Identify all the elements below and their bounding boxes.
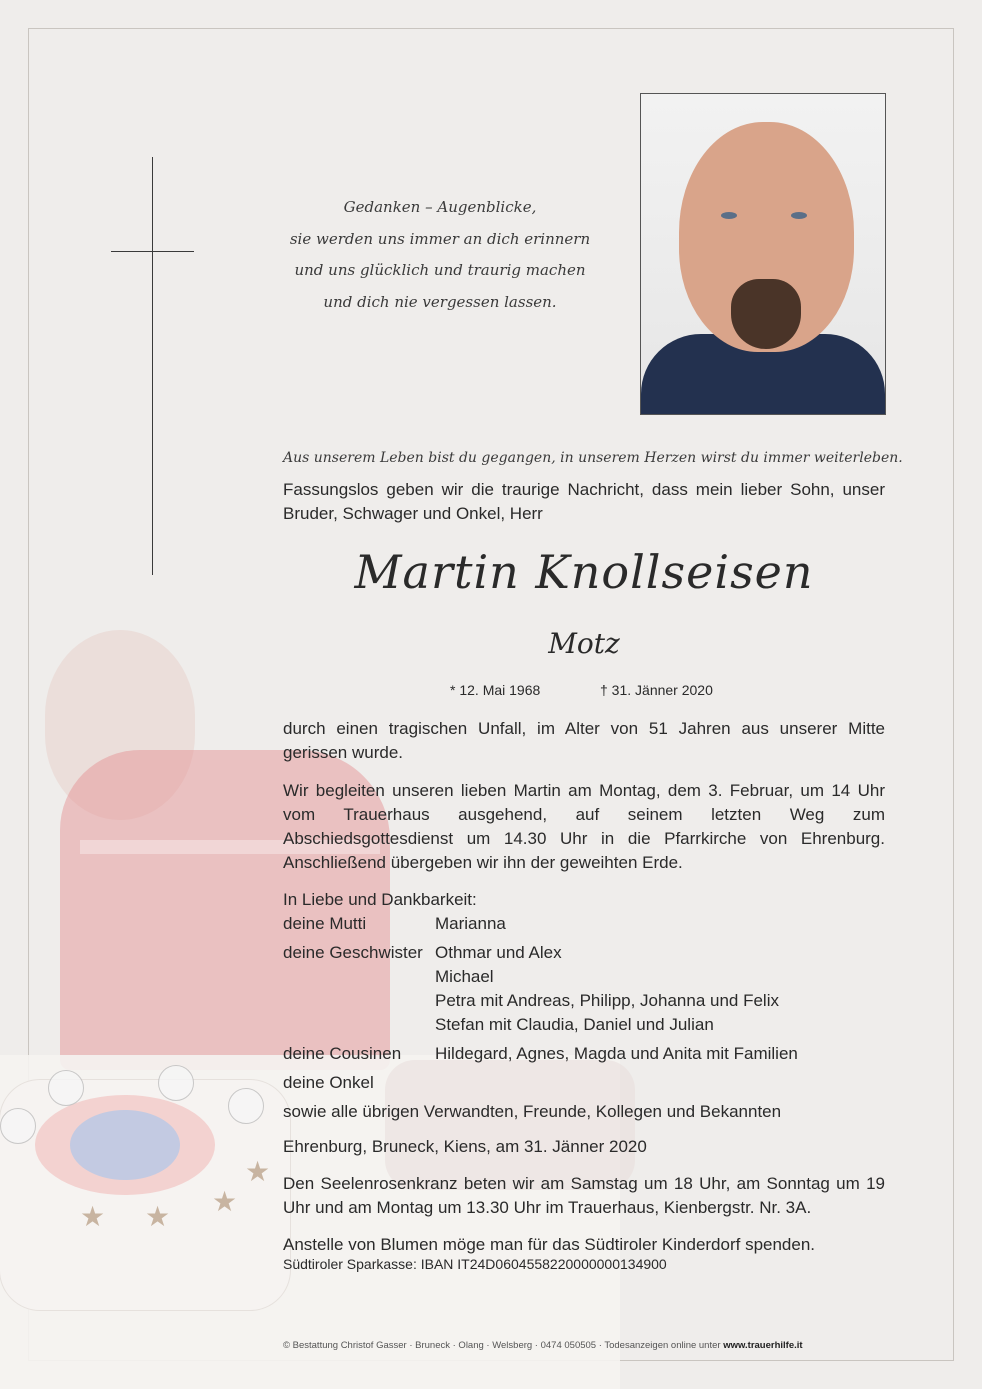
- family-relation: deine Cousinen: [283, 1044, 402, 1063]
- poem-line: und dich nie vergessen lassen.: [323, 292, 557, 311]
- portrait-eye: [791, 212, 807, 219]
- family-relation: deine Onkel: [283, 1073, 374, 1092]
- background-club-logo-center: [70, 1110, 180, 1180]
- star-icon: ★: [80, 1200, 106, 1233]
- soccer-ball-icon: [228, 1088, 264, 1124]
- poem-line: Gedanken – Augenblicke,: [343, 198, 537, 216]
- poem-line: und uns glücklich und traurig machen: [294, 261, 586, 279]
- soccer-ball-icon: [48, 1070, 84, 1106]
- family-row-uncles: [283, 1071, 885, 1095]
- family-heading: In Liebe und Dankbarkeit:: [283, 890, 477, 909]
- soccer-ball-icon: [158, 1065, 194, 1101]
- family-relation: deine Geschwister: [283, 943, 423, 962]
- birth-date: * 12. Mai 1968: [450, 682, 541, 698]
- others-text: sowie alle übrigen Verwandten, Freunde, Kollegen und Bekannten: [283, 1102, 782, 1121]
- rosary-paragraph: Den Seelenrosenkranz beten wir am Samstag um 18 Uhr, am Sonntag um 19 Uhr und am Montag um 13.30 Uhr im Trauerhaus, Kienbergstr. Nr. 3A.: [283, 1174, 885, 1217]
- intro-text: Fassungslos geben wir die traurige Nachricht, dass mein lieber Sohn, unser Bruder, Schwager und Onkel, Herr: [283, 480, 885, 523]
- family-names: Stefan mit Claudia, Daniel und Julian: [435, 1015, 714, 1034]
- family-list: [283, 912, 885, 1095]
- bank-details: Südtiroler Sparkasse: IBAN IT24D0604558220000000134900: [283, 1256, 667, 1272]
- portrait-beard: [731, 279, 801, 349]
- family-names: Othmar und Alex: [435, 943, 562, 962]
- portrait-eye: [721, 212, 737, 219]
- donation-text: Anstelle von Blumen möge man für das Südtiroler Kinderdorf spenden.: [283, 1235, 816, 1254]
- poem: [275, 192, 605, 318]
- family-names: Hildegard, Agnes, Magda und Anita mit Familien: [435, 1044, 798, 1063]
- star-icon: ★: [245, 1155, 271, 1188]
- footer: [283, 1340, 883, 1351]
- poem-line: sie werden uns immer an dich erinnern: [289, 229, 591, 248]
- cause-paragraph: durch einen tragischen Unfall, im Alter von 51 Jahren aus unserer Mitte gerissen wurde.: [283, 719, 885, 762]
- family-row-mother: [283, 912, 885, 936]
- footer-website-link[interactable]: www.trauerhilfe.it: [723, 1340, 803, 1351]
- death-date: † 31. Jänner 2020: [600, 682, 713, 698]
- cross-icon-horizontal: [111, 251, 194, 252]
- funeral-paragraph: Wir begleiten unseren lieben Martin am Montag, dem 3. Februar, um 14 Uhr vom Trauerhaus ausgehend, auf seinem letzten Weg zum Abschiedsgottesdienst um 14.30 Uhr in die Pfarrkirche von Ehrenburg. Anschließend übergeben wir ihn der geweihten Erde.: [283, 781, 885, 872]
- portrait-photo: [640, 93, 886, 415]
- place-date: Ehrenburg, Bruneck, Kiens, am 31. Jänner 2020: [283, 1137, 647, 1156]
- family-names: Michael: [435, 967, 494, 986]
- family-names: Petra mit Andreas, Philipp, Johanna und Felix: [435, 991, 779, 1010]
- cross-icon-vertical: [152, 157, 153, 575]
- family-row-cousins: [283, 1042, 885, 1066]
- deceased-nickname: Motz: [548, 627, 620, 660]
- family-relation: deine Mutti: [283, 914, 367, 933]
- family-names: Marianna: [435, 914, 506, 933]
- soccer-ball-icon: [0, 1108, 36, 1144]
- deceased-name: Martin Knollseisen: [354, 545, 814, 599]
- epitaph: Aus unserem Leben bist du gegangen, in unserem Herzen wirst du immer weiterleben.: [283, 450, 903, 466]
- family-row-siblings: [283, 941, 885, 1037]
- star-icon: ★: [145, 1200, 171, 1233]
- footer-text: © Bestattung Christof Gasser · Bruneck · Olang · Welsberg · 0474 050505 · Todesanzeigen online unter: [283, 1340, 724, 1351]
- star-icon: ★: [212, 1185, 238, 1218]
